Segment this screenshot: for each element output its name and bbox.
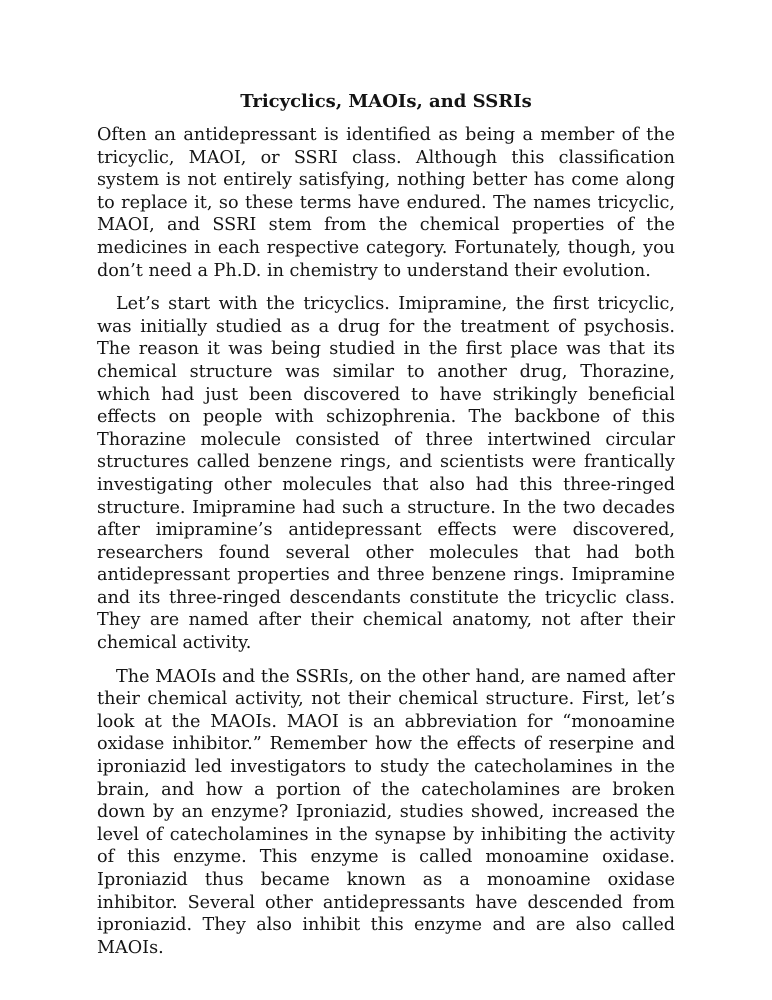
paragraph-maois: The MAOIs and the SSRIs, on the other hand, are named after their chemical activity, not their chemical structure. First, let’s look at the MAOIs. MAOI is an abbreviation for “monoamine oxidase inhibitor.” Remember how the effects of reserpine and iproniazid led investigators to study the catecholamines in the brain, and how a portion of the catecholamines are broken down by an enzyme? Iproniazid, studies showed, increased the level of catecholamines in the synapse by inhibiting the activity of this enzyme. This enzyme is called monoamine oxidase. Iproniazid thus became known as a monoamine oxidase inhibitor. Several other antidepressants have descended from iproniazid. They also inhibit this enzyme and are also called MAOIs. — [97, 666, 675, 958]
document-page — [97, 90, 675, 970]
paragraph-intro: Often an antidepressant is identified as being a member of the tricyclic, MAOI, or SSRI class. Although this classification system is not entirely satisfying, nothing better has come along to replace it, so these terms have endured. The names tricyclic, MAOI, and SSRI stem from the chemical properties of the medicines in each respective category. Fortunately, though, you don’t need a Ph.D. in chemistry to understand their evolution. — [97, 125, 675, 281]
section-title: Tricyclics, MAOIs, and SSRIs — [240, 91, 532, 112]
paragraph-tricyclics: Let’s start with the tricyclics. Imipramine, the first tricyclic, was initially studied as a drug for the treatment of psychosis. The reason it was being studied in the first place was that its chemical structure was similar to another drug, Thorazine, which had just been discovered to have strikingly beneficial effects on people with schizophrenia. The backbone of this Thorazine molecule consisted of three intertwined circular structures called benzene rings, and scientists were frantically investigating other molecules that also had this three-ringed structure. Imipramine had such a structure. In the two decades after imipramine’s antidepressant effects were discovered, researchers found several other molecules that had both antidepressant properties and three benzene rings. Imipramine and its three-ringed descendants constitute the tricyclic class. They are named after their chemical anatomy, not after their chemical activity. — [97, 294, 675, 654]
